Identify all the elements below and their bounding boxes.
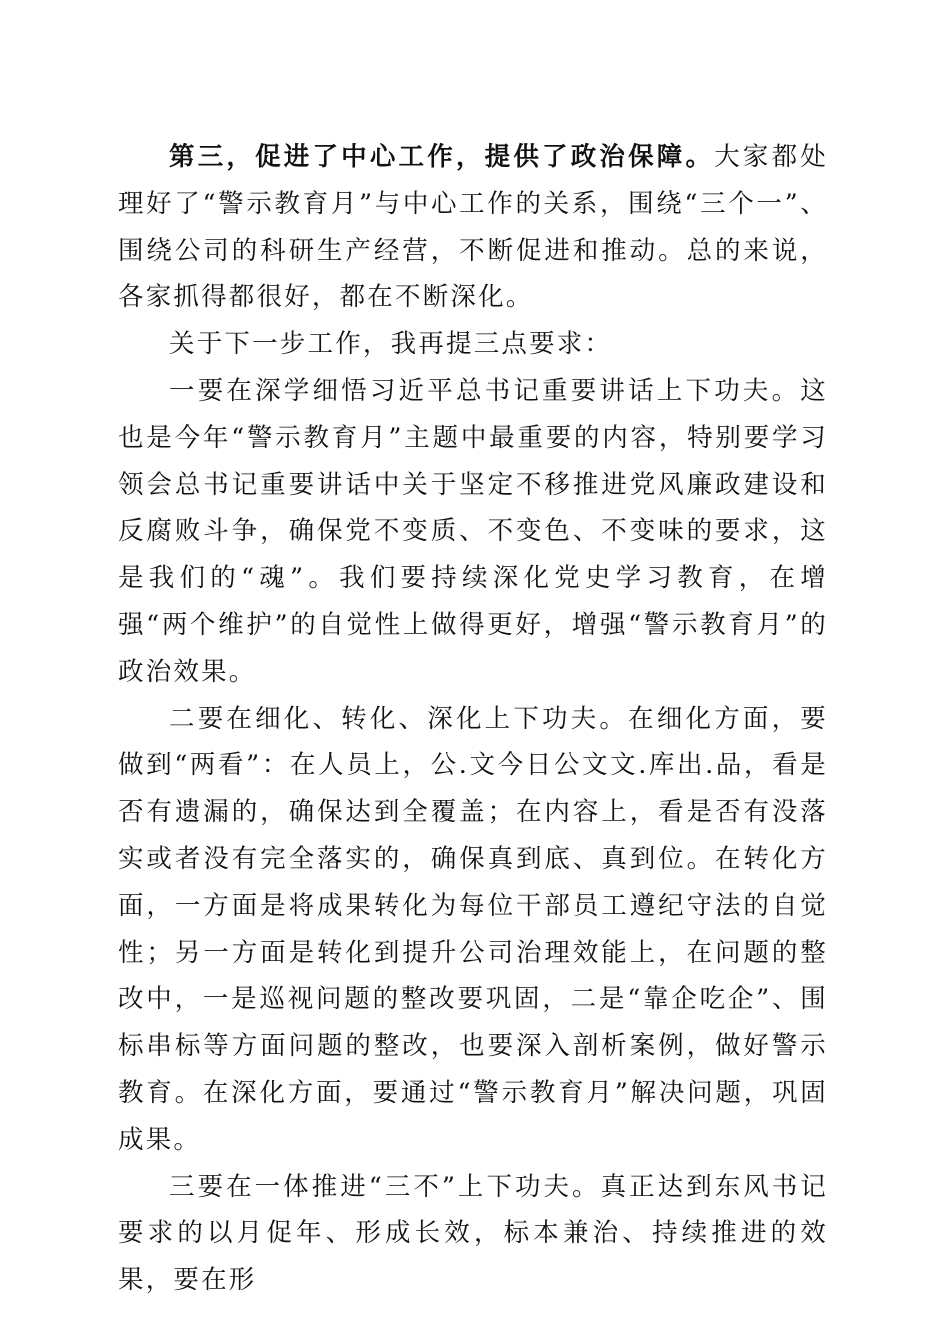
paragraph-next-steps-intro	[118, 321, 828, 368]
paragraph-requirement-two	[118, 696, 828, 1164]
paragraph-text: 大家都处理好了“警示教育月”与中心工作的关系，围绕“三个一”、围绕公司的科研生产经营，不断促进和推动。总的来说，各家抓得都很好，都在不断深化。	[118, 142, 828, 313]
paragraph-third-point	[118, 134, 828, 321]
paragraph-requirement-three	[118, 1164, 828, 1304]
paragraph-text: 一要在深学细悟习近平总书记重要讲话上下功夫。这也是今年“警示教育月”主题中最重要的内容，特别要学习领会总书记重要讲话中关于坚定不移推进党风廉政建设和反腐败斗争，确保党不变质、不变色、不变味的要求，这是我们的“魂”。我们要持续深化党史学习教育，在增强“两个维护”的自觉性上做得更好，增强“警示教育月”的政治效果。	[118, 375, 828, 687]
paragraph-text: 二要在细化、转化、深化上下功夫。在细化方面，要做到“两看”：在人员上，公.文今日公文文.库出.品，看是否有遗漏的，确保达到全覆盖；在内容上，看是否有没落实或者没有完全落实的，确保真到底、真到位。在转化方面，一方面是将成果转化为每位干部员工遵纪守法的自觉性；另一方面是转化到提升公司治理效能上，在问题的整改中，一是巡视问题的整改要巩固，二是“靠企吃企”、围标串标等方面问题的整改，也要深入剖析案例，做好警示教育。在深化方面，要通过“警示教育月”解决问题，巩固成果。	[118, 703, 828, 1155]
paragraph-text: 关于下一步工作，我再提三点要求：	[169, 329, 613, 360]
paragraph-requirement-one	[118, 368, 828, 696]
paragraph-text: 三要在一体推进“三不”上下功夫。真正达到东风书记要求的以月促年、形成长效，标本兼治、持续推进的效果，要在形	[118, 1171, 828, 1296]
paragraph-lead: 第三，促进了中心工作，提供了政治保障。	[169, 142, 715, 172]
document-body	[118, 134, 828, 1304]
